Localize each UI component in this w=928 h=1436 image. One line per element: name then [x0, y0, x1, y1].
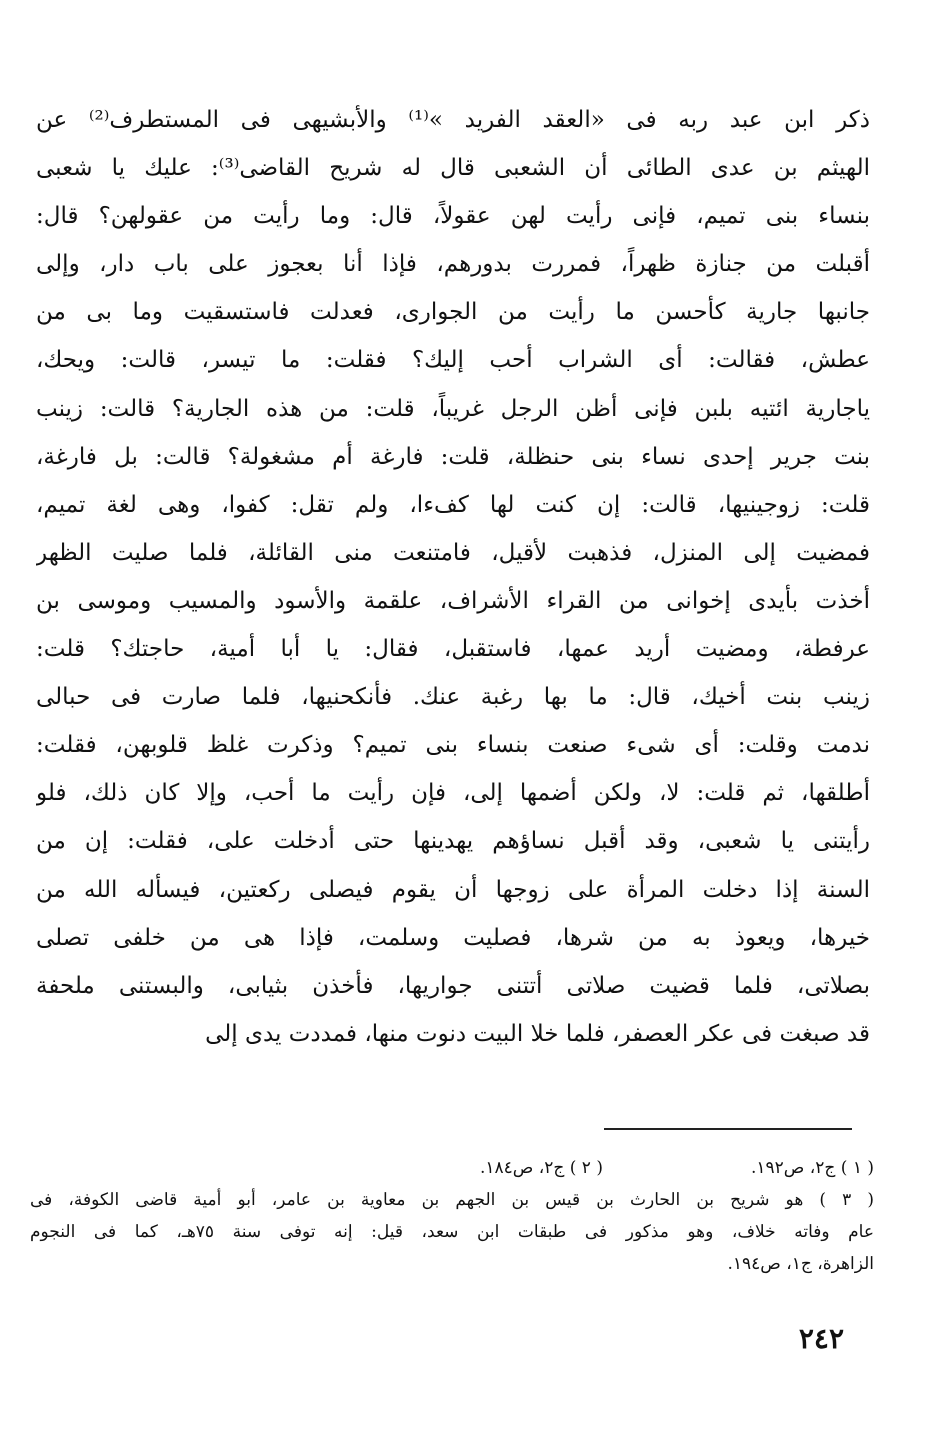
- text-line: رأيتنى يا شعبى، وقد أقبل نساؤهم يهدينها حتى أدخلت على، فقلت: إن من: [36, 828, 870, 855]
- footnote-3-line: عام وفاته خلاف، وهو مذكور فى طبقات ابن سعد، قيل: إنه توفى سنة ٧٥هـ، كما فى النجوم: [30, 1222, 874, 1242]
- text-line: ندمت وقلت: أى شىء صنعت بنساء بنى تميم؟ وذكرت غلظ قلوبهن، فقلت:: [36, 732, 870, 759]
- footnote-3-line: ( ٣ ) هو شريح بن الحارث بن قيس بن الجهم بن معاوية بن عامر، أبو أمية قاضى الكوفة، فى: [30, 1190, 874, 1210]
- footnote-3-line: الزاهرة، ج١، ص١٩٤.: [727, 1254, 874, 1274]
- text-line: فمضيت إلى المنزل، فذهبت لأقيل، فامتنعت منى القائلة، فلما صليت الظهر: [36, 539, 870, 566]
- text-line: الهيثم بن عدى الطائى أن الشعبى قال له شريح القاضى⁽³⁾: عليك يا شعبى: [36, 155, 870, 182]
- text-line: بصلاتى، فلما قضيت صلاتى أتتنى جواريها، فأخذن بثيابى، والبستنى ملحفة: [36, 972, 870, 999]
- text-line: بنت جرير إحدى نساء بنى حنظلة، قلت: فارغة أم مشغولة؟ قالت: بل فارغة،: [36, 443, 870, 470]
- page-number: ٢٤٢: [798, 1322, 844, 1355]
- text-line: جانبها جارية كأحسن ما رأيت من الجوارى، فعدلت فاستسقيت وما بى من: [36, 299, 870, 326]
- footnote-row: [30, 1152, 874, 1184]
- text-line: ذكر ابن عبد ربه فى «العقد الفريد »⁽¹⁾ والأبشيهى فى المستطرف⁽²⁾ عن: [36, 107, 870, 133]
- footnote-separator: [604, 1128, 852, 1130]
- text-line: أطلقها، ثم قلت: لا، ولكن أضمها إلى، فإن رأيت ما أحب، وإلا كان ذلك، فلو: [36, 780, 870, 807]
- text-line: قد صبغت فى عكر العصفر، فلما خلا البيت دنوت منها، فمددت يدى إلى: [205, 1020, 870, 1047]
- text-line: السنة إذا دخلت المرأة على زوجها أن يقوم فيصلى ركعتين، فيسأله الله من: [36, 876, 870, 903]
- footnotes: [30, 1152, 874, 1280]
- text-line: زينب بنت أخيك، قال: ما بها رغبة عنك. فأنكحنيها، فلما صارت فى حبالى: [36, 684, 870, 711]
- text-line: أخذت بأيدى إخوانى من القراء الأشراف، علقمة والأسود والمسيب وموسى بن: [36, 587, 870, 614]
- text-line: بنساء بنى تميم، فإنى رأيت لهن عقولاً، قال: وما رأيت من عقولهن؟ قال:: [36, 203, 870, 230]
- text-line: عرفطة، ومضيت أريد عمها، فاستقبل، فقال: يا أبا أمية، حاجتك؟ قلت:: [36, 636, 870, 663]
- footnote-1: ( ١ ) ج٢، ص١٩٢.: [750, 1158, 874, 1178]
- text-line: عطش، فقالت: أى الشراب أحب إليك؟ فقلت: ما تيسر، قالت: ويحك،: [36, 347, 870, 374]
- footnote-2: ( ٢ ) ج٢، ص١٨٤.: [479, 1158, 603, 1178]
- main-text-block: [36, 96, 870, 1058]
- text-line: ياجارية ائتيه بلبن فإنى أظن الرجل غريباً، قلت: من هذه الجارية؟ قالت: زينب: [36, 395, 870, 422]
- text-line: أقبلت من جنازة ظهراً، فمررت بدورهم، فإذا أنا بعجوز على باب دار، وإلى: [36, 251, 870, 278]
- text-line: خيرها، ويعوذ به من شرها، فصليت وسلمت، فإذا هى من خلفى تصلى: [36, 924, 870, 951]
- text-line: قلت: زوجينيها، قالت: إن كنت لها كفءا، ولم تقل: كفوا، وهى لغة تميم،: [36, 491, 870, 518]
